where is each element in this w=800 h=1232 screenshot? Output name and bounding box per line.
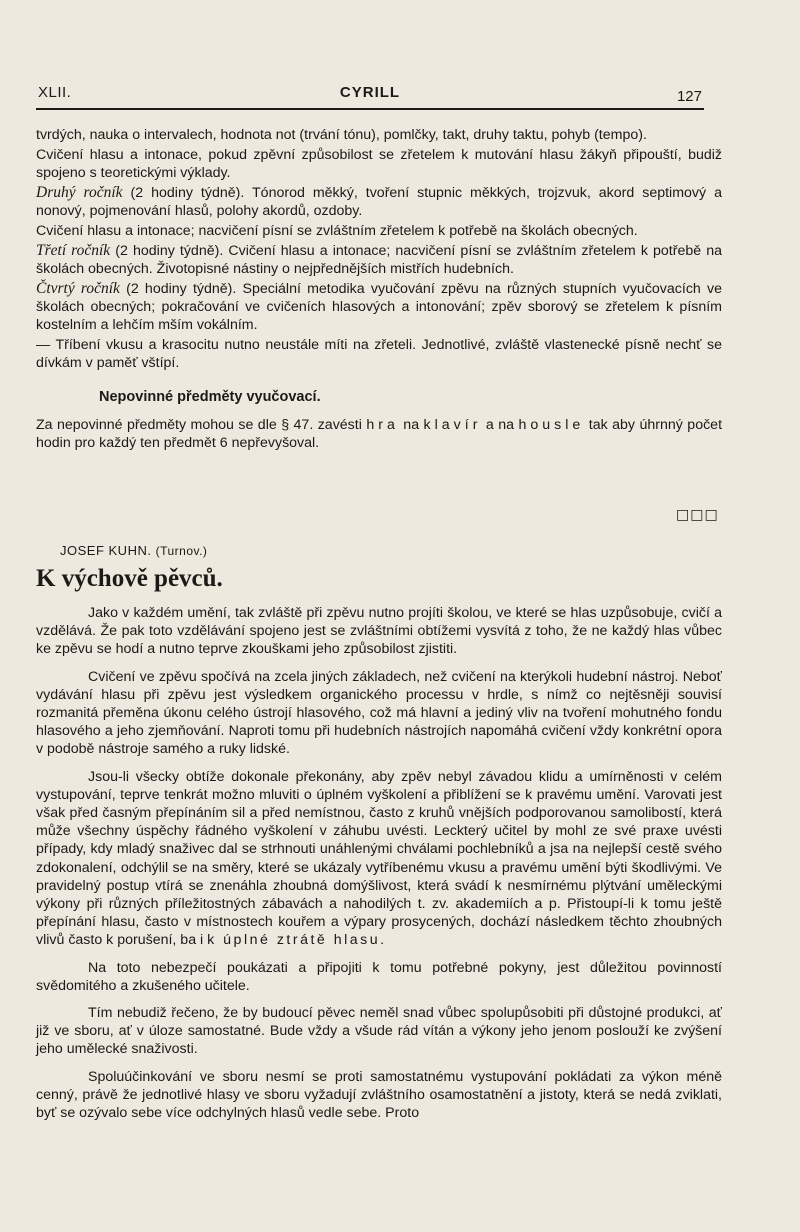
- curriculum-paragraph: — Tříbení vkusu a krasocitu nutno neustále míti na zřeteli. Jednotlivé, zvláště vlastenecké písně nechť se dívkám v paměť vštípí.: [36, 337, 722, 371]
- year-two-text: (2 hodiny týdně). Tónorod měkký, tvoření stupnic měkkých, trojzvuk, akord septimový a nonový, pojmenování hlasů, polohy akordů, ozdoby.: [36, 185, 722, 219]
- journal-title: CYRILL: [339, 84, 401, 101]
- article-text: Jsou-li všecky obtíže dokonale překonány, aby zpěv nebyl závadou klidu a umírněnosti v celém vystupování, teprve tenkrát možno mluviti o úplném vyškolení a přiblížení se k pravému umění. Varovati jest však před časným přepínáním sil a před nemístnou, často z kruhů vnějších podporovanou samolibostí, která může všechny úspěchy řádného vyškolení v záhubu uvésti. Leckterý učitel by mohl ze své praxe uvésti případy, kdy mladý snaživec dal se strhnouti unáhlenými chválami pochlebníků a jsa na nejlepší cestě svého zdokonalení, odchýlil se na směry, které se ukázaly vytříbenému vkusu a pravému umění býti škodlivými. Ve pravidelný postup vtírá se znenáhla zhoubná domýšlivost, která svádí k nesmírnému plýtvání uměleckými výkony při různých příležitostných zábavách a nahodilých t. zv. akademiích a p. Přistoupí-li k tomu ještě přepínání hlasu, často v místnostech kouřem a výpary prosycených, dochází následkem těchto zhoubných vlivů často k porušení, ba i: [36, 768, 722, 949]
- article-body: [36, 604, 722, 1131]
- optional-text: Za nepovinné předměty mohou se dle § 47. zavésti: [36, 417, 367, 433]
- year-three-text: (2 hodiny týdně). Cvičení hlasu a intonace; nacvičení písní se zvláštním zřetelem k potřebě na školách obecných. Životopisné nástiny o nejpřednějších mistřích hudebních.: [36, 243, 723, 277]
- article-paragraph: [36, 768, 722, 950]
- article-paragraph: Jako v každém umění, tak zvláště při zpěvu nutno projíti školou, ve které se hlas uzpůsobuje, cvičí a vzdělává. Že pak toto vzdělávání spojeno jest se zvláštními obtížemi vysvítá z toho, že ne každý hlas vůbec ke zpěvu se hodí a nutno teprve zkouškami jeho způsobilost zjistiti.: [36, 605, 722, 658]
- year-four-label: Čtvrtý ročník: [36, 280, 120, 297]
- article-paragraph: Tím nebudiž řečeno, že by budoucí pěvec neměl snad vůbec spolupůsobiti při důstojné produkci, ať již ve sboru, ať v úloze samostatné. Bude vždy a všude rád vítán a výkony jeho jenom poslouží ke zvýšení jeho umělecké snaživosti.: [36, 1005, 722, 1058]
- section-separator-glyphs: □□□: [676, 507, 719, 523]
- page-number: 127: [676, 88, 702, 105]
- article-spaced-emphasis: k úplné ztrátě hlasu: [207, 932, 381, 949]
- year-two-label: Druhý ročník: [36, 184, 123, 201]
- optional-text-end: tak aby úhrnný počet hodin pro každý ten předmět 6 nepřevyšoval.: [36, 417, 723, 451]
- article-title: K výchově pěvců.: [36, 565, 223, 592]
- curriculum-paragraph: Cvičení hlasu a intonace, pokud zpěvní způsobilost se zřetelem k mutování hlasu žákyň připouští, budiž spojeno s teoretickými výklady.: [36, 147, 722, 181]
- volume-number: XLII.: [38, 84, 72, 101]
- optional-housle: housle: [518, 417, 585, 433]
- year-four-paragraph: [36, 280, 722, 334]
- curriculum-section: [36, 126, 722, 454]
- running-header: [36, 84, 704, 110]
- article-author-location: (Turnov.): [155, 544, 208, 558]
- article-author: JOSEF KUHN.: [60, 543, 152, 558]
- article-paragraph: Na toto nebezpečí poukázati a připojiti k tomu potřebné pokyny, jest důležitou povinností svědomitého a zkušeného učitele.: [36, 959, 722, 994]
- year-three-label: Třetí ročník: [36, 242, 111, 259]
- article-paragraph: Cvičení ve zpěvu spočívá na zcela jiných základech, než cvičení na kterýkoli hudební nástroj. Neboť vydávání hlasu při zpěvu jest výsledkem organického processu v hrdle, s nímž co nejtěsněji souvisí rozmanitá přeměna úkonu celého ústrojí hlasového, což má hlavní a jediný vliv na tvoření mohutného fondu hlasového a jeho zjemňování. Naproti tomu při hudebních nástrojích napomáhá cvičení vždy konkrétní opora v podobě nástroje samého a ruky lidské.: [36, 668, 722, 758]
- optional-subjects-heading: Nepovinné předměty vyučovací.: [99, 389, 321, 405]
- year-three-paragraph: [36, 242, 722, 278]
- optional-a: a na: [481, 417, 519, 433]
- optional-na: na: [398, 417, 424, 433]
- curriculum-paragraph: tvrdých, nauka o intervalech, hodnota not (trvání tónu), pomlčky, takt, druhy taktu, pohyb (tempo).: [36, 127, 647, 143]
- optional-hra: hra: [366, 417, 399, 433]
- year-four-text: (2 hodiny týdně). Speciální metodika vyučování zpěvu na různých stupních vyučovacích ve školách obecných; pokračování ve cvičeních hlasových a intonování; zpěv sborový se zřetelem k písním kostelním a lehčím mším vokálním.: [36, 281, 722, 333]
- optional-subjects-paragraph: [36, 416, 722, 452]
- article-text-end: .: [380, 932, 385, 949]
- year-two-paragraph: [36, 184, 722, 220]
- optional-klavir: klavír: [423, 417, 482, 433]
- curriculum-paragraph: Cvičení hlasu a intonace; nacvičení písní se zvláštním zřetelem k potřebě na školách obecných.: [36, 223, 638, 239]
- article-author-line: [60, 543, 207, 558]
- article-paragraph: Spoluúčinkování ve sboru nesmí se proti samostatnému vystupování pokládati za výkon méně cenný, právě že jednotlivé hlasy ve sboru vyžadují zvláštního osamostatnění a jistoty, která se nedá zviklati, byť se ozývalo sebe více odchylných hlasů vedle sebe. Proto: [36, 1068, 722, 1122]
